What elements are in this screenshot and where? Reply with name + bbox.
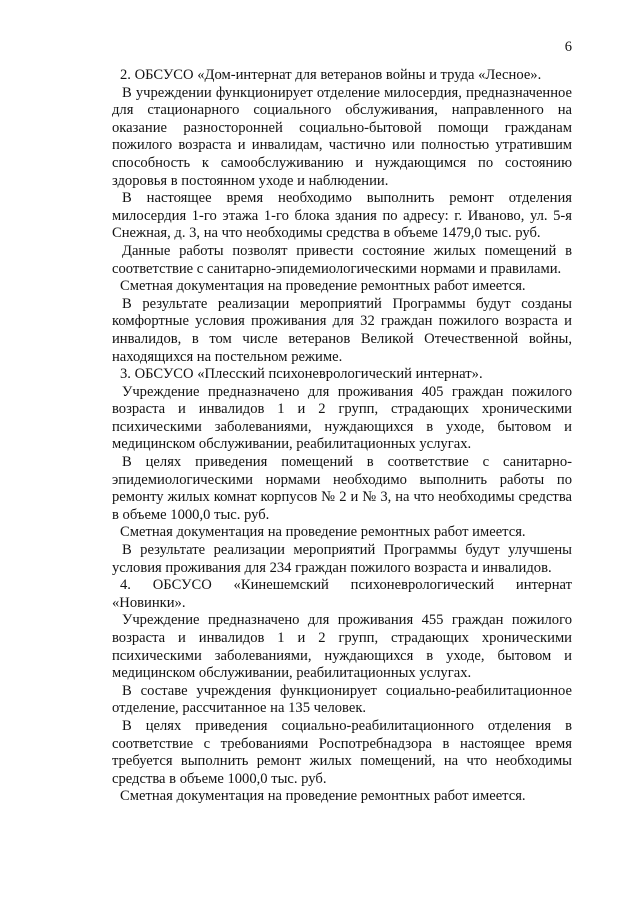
section-heading-novinki: 4. ОБСУСО «Кинешемский психоневрологический интернат «Новинки». <box>112 577 572 611</box>
paragraph: В настоящее время необходимо выполнить ремонт отделения милосердия 1-го этажа 1-го блока здания по адресу: г. Иваново, ул. 5-я Снежная, д. 3, на что необходимы средства в объеме 1479,0 тыс. руб. <box>112 190 572 242</box>
paragraph: В составе учреждения функционирует социально-реабилитационное отделение, рассчитанное на 135 человек. <box>112 682 572 717</box>
paragraph: Сметная документация на проведение ремонтных работ имеется. <box>120 524 526 541</box>
paragraph: Данные работы позволят привести состояние жилых помещений в соответствие с санитарно-эпидемиологическими нормами и правилами. <box>112 242 572 277</box>
paragraph: В целях приведения помещений в соответствие с санитарно-эпидемиологическими нормами необходимо выполнить работы по ремонту жилых комнат корпусов № 2 и № 3, на что необходимы средства в объеме 1000,0 тыс. руб. <box>112 454 572 523</box>
page-number: 6 <box>564 39 572 55</box>
section-heading-lesnoe: 2. ОБСУСО «Дом-интернат для ветеранов войны и труда «Лесное». <box>120 67 542 83</box>
document-body <box>112 67 572 806</box>
paragraph: В результате реализации мероприятий Программы будут созданы комфортные условия проживания для 32 граждан пожилого возраста и инвалидов, в том числе ветеранов Великой Отечественной войны, находящихся на постельном режиме. <box>112 295 572 365</box>
section-heading-plyos: 3. ОБСУСО «Плесский психоневрологический интернат». <box>120 366 483 383</box>
paragraph: В результате реализации мероприятий Программы будут улучшены условия проживания для 234 граждан пожилого возраста и инвалидов. <box>112 542 572 576</box>
paragraph: В учреждении функционирует отделение милосердия, предназначенное для стационарного социального обслуживания, направленного на оказание разносторонней социально-бытовой помощи гражданам пожилого возраста и инвалидам, частично или полностью утратившим способность к самообслуживанию и нуждающимся по состоянию здоровья в постоянном уходе и наблюдении. <box>112 84 572 189</box>
paragraph: Сметная документация на проведение ремонтных работ имеется. <box>120 278 526 295</box>
paragraph: Сметная документация на проведение ремонтных работ имеется. <box>120 788 526 805</box>
paragraph: Учреждение предназначено для проживания 405 граждан пожилого возраста и инвалидов 1 и 2 групп, страдающих хроническими психическими заболеваниями, нуждающихся в уходе, бытовом и медицинском обслуживании, реабилитационных услугах. <box>112 383 572 453</box>
paragraph: Учреждение предназначено для проживания 455 граждан пожилого возраста и инвалидов 1 и 2 групп, страдающих хроническими психическими заболеваниями, нуждающихся в уходе, бытовом и медицинском обслуживании, реабилитационных услугах. <box>112 612 572 682</box>
paragraph: В целях приведения социально-реабилитационного отделения в соответствие с требованиями Роспотребнадзора в настоящее время требуется выполнить ремонт жилых помещений, на что необходимы средства в объеме 1000,0 тыс. руб. <box>112 717 572 787</box>
